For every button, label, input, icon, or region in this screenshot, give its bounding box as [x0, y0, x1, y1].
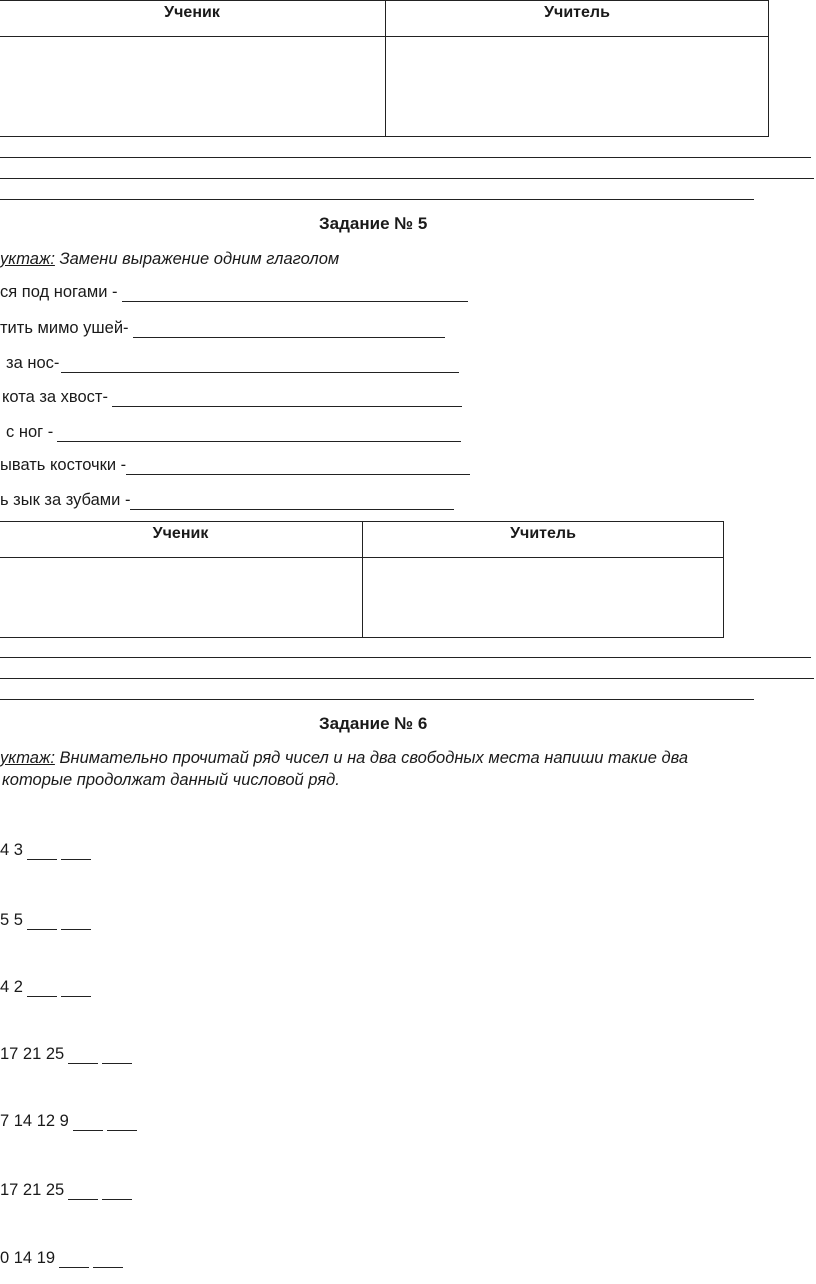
answer-blank[interactable]: [68, 1048, 98, 1064]
answer-blank[interactable]: [102, 1048, 132, 1064]
item-text: тить мимо ушей-: [0, 319, 129, 337]
writing-line: [0, 199, 754, 200]
answer-blank[interactable]: [61, 981, 91, 997]
answer-blank[interactable]: [61, 357, 459, 373]
answer-blank[interactable]: [112, 391, 462, 407]
teacher-header: Учитель: [386, 1, 769, 37]
student-header: Ученик: [0, 522, 363, 558]
sequence-text: 0 14 19: [0, 1249, 56, 1267]
instruction-label: уктаж:: [0, 749, 55, 767]
answer-blank[interactable]: [59, 1252, 89, 1268]
item-text: ывать косточки -: [0, 456, 127, 474]
writing-line: [0, 157, 811, 158]
answer-blank[interactable]: [73, 1115, 103, 1131]
item-text: ся под ногами -: [0, 283, 118, 301]
writing-line: [0, 678, 814, 679]
item-text: с ног -: [6, 423, 54, 441]
number-sequence: [0, 1112, 137, 1131]
task-5-item: [0, 456, 470, 475]
answer-blank[interactable]: [27, 981, 57, 997]
sequence-text: 7 14 12 9: [0, 1112, 69, 1130]
answer-blank[interactable]: [130, 494, 454, 510]
number-sequence: [0, 1249, 123, 1268]
teacher-cell[interactable]: [386, 37, 769, 137]
sequence-text: 4 3: [0, 841, 23, 859]
task-5-item: [2, 388, 462, 407]
answer-blank[interactable]: [27, 844, 57, 860]
answer-blank[interactable]: [68, 1184, 98, 1200]
writing-line: [0, 178, 814, 179]
task-5-item: [0, 319, 445, 338]
answer-blank[interactable]: [27, 914, 57, 930]
sequence-text: 5 5: [0, 911, 23, 929]
grade-table-top: [0, 0, 769, 137]
item-text: кота за хвост-: [2, 388, 108, 406]
task-6-instruction: [0, 749, 688, 768]
item-text: за нос-: [6, 354, 60, 372]
instruction-text: Внимательно прочитай ряд чисел и на два свободных места напиши такие два: [54, 749, 689, 767]
item-text: ь зык за зубами -: [0, 491, 131, 509]
sequence-text: 17 21 25: [0, 1045, 65, 1063]
student-cell[interactable]: [0, 558, 363, 638]
sequence-text: 17 21 25: [0, 1181, 65, 1199]
answer-blank[interactable]: [57, 426, 461, 442]
task-5-item: [6, 354, 459, 373]
number-sequence: [0, 978, 91, 997]
teacher-header: Учитель: [363, 522, 724, 558]
task-6-title: Задание № 6: [319, 714, 428, 733]
answer-blank[interactable]: [61, 844, 91, 860]
number-sequence: [0, 841, 91, 860]
grade-table-mid: [0, 521, 724, 638]
student-header: Ученик: [0, 1, 386, 37]
teacher-cell[interactable]: [363, 558, 724, 638]
task-5-item: [0, 491, 454, 510]
answer-blank[interactable]: [61, 914, 91, 930]
task-5-title: Задание № 5: [319, 214, 428, 233]
number-sequence: [0, 911, 91, 930]
number-sequence: [0, 1181, 132, 1200]
writing-line: [0, 657, 811, 658]
answer-blank[interactable]: [93, 1252, 123, 1268]
answer-blank[interactable]: [122, 286, 468, 302]
number-sequence: [0, 1045, 132, 1064]
answer-blank[interactable]: [133, 322, 445, 338]
task-5-item: [0, 283, 468, 302]
answer-blank[interactable]: [126, 459, 470, 475]
answer-blank[interactable]: [107, 1115, 137, 1131]
sequence-text: 4 2: [0, 978, 23, 996]
task-6-instruction-cont: которые продолжат данный числовой ряд.: [2, 771, 340, 789]
task-5-item: [6, 423, 461, 442]
writing-line: [0, 699, 754, 700]
task-5-instruction: [0, 250, 339, 269]
answer-blank[interactable]: [102, 1184, 132, 1200]
instruction-text: Замени выражение одним глаголом: [54, 250, 340, 268]
instruction-label: уктаж:: [0, 250, 55, 268]
student-cell[interactable]: [0, 37, 386, 137]
